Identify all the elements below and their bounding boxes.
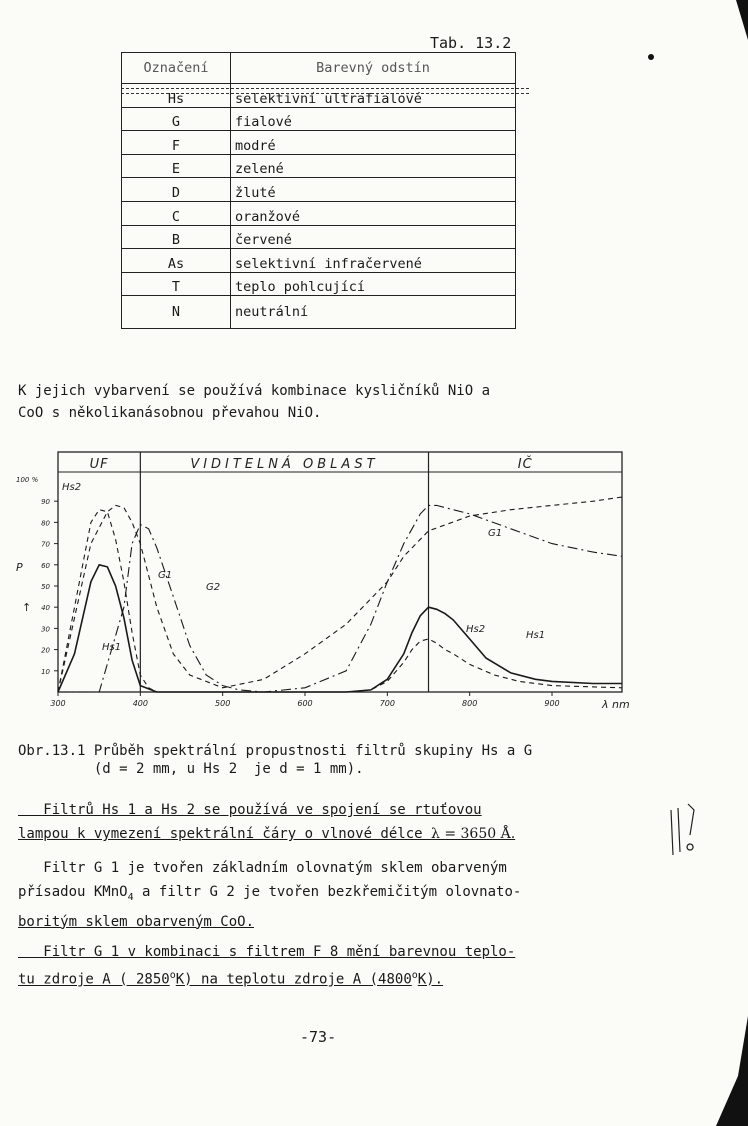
series-line-g2 <box>58 505 622 692</box>
superscript: o <box>169 970 176 981</box>
x-tick-label: 300 <box>50 699 66 708</box>
paragraph-color-temperature <box>18 940 515 992</box>
table-row <box>122 225 516 249</box>
filter-color: červené <box>231 225 516 249</box>
series-line-g1 <box>58 497 622 692</box>
filter-color: žluté <box>231 178 516 202</box>
curve-label: Hs1 <box>526 630 546 641</box>
paragraph-line: přísadou KMnO <box>18 884 128 900</box>
table-label: Tab. 13.2 <box>430 34 512 52</box>
y-tick-label: 30 <box>41 625 50 634</box>
paragraph-line: Filtrů Hs 1 a Hs 2 se používá ve spojení se rtuťovou <box>18 802 482 818</box>
paragraph-g-filters <box>18 856 521 934</box>
y-tick-label: 80 <box>41 519 50 528</box>
paragraph-line: tu zdroje A ( 2850 <box>18 971 170 988</box>
y-tick-label: 40 <box>41 604 50 613</box>
y-top-label: 100 % <box>16 476 39 484</box>
figure-caption <box>18 742 532 778</box>
filter-code: F <box>122 131 231 155</box>
x-tick-label: 900 <box>544 699 560 708</box>
x-tick-label: 600 <box>297 699 313 708</box>
x-axis-label: λ nm <box>602 698 630 711</box>
filter-code: B <box>122 225 231 249</box>
table-row <box>122 154 516 178</box>
y-axis-label: P <box>16 560 23 574</box>
filter-code: T <box>122 272 231 296</box>
filter-color: zelené <box>231 154 516 178</box>
filter-color: selektivní ultrafialové <box>231 84 516 108</box>
region-label: VIDITELNÁ OBLAST <box>190 457 379 472</box>
paragraph-composition <box>18 380 490 424</box>
table-row <box>122 178 516 202</box>
table-header-row <box>122 53 516 84</box>
filter-code: As <box>122 249 231 273</box>
wavelength-value: λ = 3650 Å. <box>431 826 516 842</box>
paragraph-line: K) na teplotu zdroje A (4800 <box>175 971 412 988</box>
y-tick-label: 90 <box>41 498 50 507</box>
curve-label: G1 <box>488 528 503 539</box>
page-corner-shadow-bottom <box>708 1016 748 1126</box>
superscript: o <box>411 970 418 981</box>
curve-label: Hs1 <box>102 642 122 653</box>
spectral-transmission-chart <box>0 440 660 720</box>
filter-color: neutrální <box>231 296 516 329</box>
paragraph-line: lampou k vymezení spektrální čáry o vlnové délce <box>18 826 432 842</box>
paragraph-line: boritým sklem obarveným CoO. <box>18 913 255 930</box>
table-row <box>122 249 516 273</box>
paragraph-line: CoO s několikanásobnou převahou NiO. <box>18 405 322 421</box>
y-tick-label: 50 <box>41 583 50 591</box>
curve-label: Hs2 <box>62 482 82 493</box>
table-row <box>122 201 516 225</box>
x-tick-label: 700 <box>379 699 395 708</box>
header-oznaceni: Označení <box>122 53 231 84</box>
handwritten-margin-mark <box>668 800 698 860</box>
region-label: UF <box>89 457 109 472</box>
y-tick-label: 20 <box>41 646 50 655</box>
filter-color: modré <box>231 131 516 155</box>
paragraph-line: K). <box>417 971 444 988</box>
curve-label: G1 <box>158 570 173 581</box>
filter-color: fialové <box>231 107 516 131</box>
filter-color: teplo pohlcující <box>231 272 516 296</box>
filter-code: N <box>122 296 231 329</box>
chart-frame <box>58 452 622 692</box>
curve-label: G2 <box>206 582 221 593</box>
table-row <box>122 296 516 329</box>
y-tick-label: 60 <box>41 561 50 570</box>
table-row <box>122 107 516 131</box>
ink-dot <box>648 54 654 60</box>
paragraph-line: K jejich vybarvení se používá kombinace kysličníků NiO a <box>18 383 491 399</box>
x-tick-label: 400 <box>132 699 148 708</box>
caption-line: (d = 2 mm, u Hs 2 je d = 1 mm). <box>18 761 364 777</box>
curve-label: Hs2 <box>466 624 486 635</box>
table-row <box>122 272 516 296</box>
filter-color: oranžové <box>231 201 516 225</box>
y-tick-label: 10 <box>41 667 50 676</box>
table-row <box>122 131 516 155</box>
paragraph-hs-filters <box>18 798 515 846</box>
y-axis-arrow: ↑ <box>22 601 32 615</box>
filter-code: D <box>122 178 231 202</box>
region-label: IČ <box>517 457 533 472</box>
page-corner-shadow <box>728 0 748 40</box>
filter-code: E <box>122 154 231 178</box>
paragraph-line: a filtr G 2 je tvořen bezkřemičitým olovnato- <box>133 884 522 900</box>
header-barevny-odstin: Barevný odstín <box>231 53 516 84</box>
x-tick-label: 500 <box>215 699 231 708</box>
caption-line: Obr.13.1 Průběh spektrální propustnosti filtrů skupiny Hs a G <box>18 743 533 759</box>
filter-code: Hs <box>122 84 231 108</box>
x-tick-label: 800 <box>462 699 478 708</box>
y-tick-label: 70 <box>41 540 50 549</box>
subscript: 4 <box>127 891 134 903</box>
paragraph-line: Filtr G 1 je tvořen základním olovnatým sklem obarveným <box>18 860 507 876</box>
filter-code: C <box>122 201 231 225</box>
page-number: -73- <box>300 1028 337 1046</box>
filter-code: G <box>122 107 231 131</box>
header-double-dashed-rule <box>121 88 529 94</box>
filter-color: selektivní infračervené <box>231 249 516 273</box>
series-line-hs2 <box>58 510 622 692</box>
paragraph-line: Filtr G 1 v kombinaci s filtrem F 8 mění barevnou teplo- <box>18 944 516 960</box>
